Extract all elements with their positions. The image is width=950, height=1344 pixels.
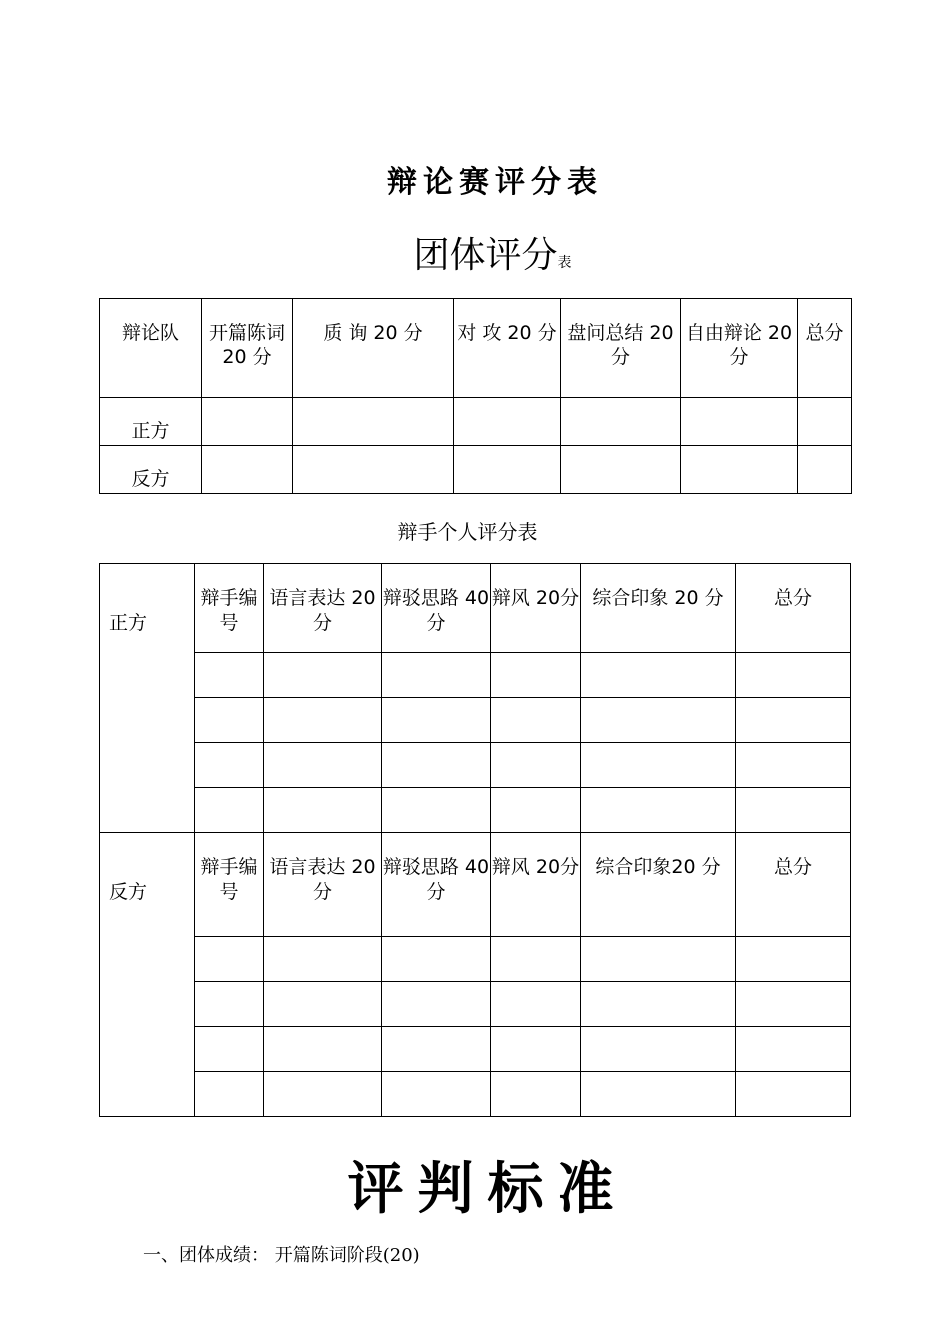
- score-cell[interactable]: [293, 446, 454, 494]
- score-cell[interactable]: [491, 653, 581, 698]
- score-cell[interactable]: [202, 446, 293, 494]
- table-row: [100, 698, 851, 743]
- table-row: [100, 1072, 851, 1117]
- score-cell[interactable]: [382, 743, 491, 788]
- section-heading: [143, 1241, 420, 1267]
- score-cell[interactable]: [491, 1072, 581, 1117]
- page-title: 辩论赛评分表: [387, 165, 603, 200]
- header-rebuttal: 辩驳思路 40 分: [382, 564, 491, 653]
- header-language: 语言表达 20 分: [264, 833, 382, 937]
- team-score-title-small: 表: [557, 255, 572, 271]
- score-cell[interactable]: [736, 1027, 851, 1072]
- team-header-free-debate: 自由辩论 20分: [681, 299, 798, 398]
- score-cell[interactable]: [491, 982, 581, 1027]
- score-cell[interactable]: [382, 1027, 491, 1072]
- team-header-team: 辩论队: [100, 299, 202, 398]
- score-cell[interactable]: [195, 698, 264, 743]
- section-label: 一、团体成绩：: [143, 1245, 269, 1266]
- score-cell[interactable]: [581, 743, 736, 788]
- score-cell[interactable]: [195, 1027, 264, 1072]
- section-score: (20): [382, 1245, 420, 1266]
- score-cell[interactable]: [798, 398, 852, 446]
- score-cell[interactable]: [195, 743, 264, 788]
- score-cell[interactable]: [491, 1027, 581, 1072]
- score-cell[interactable]: [293, 398, 454, 446]
- score-cell[interactable]: [561, 398, 681, 446]
- score-cell[interactable]: [581, 1027, 736, 1072]
- score-cell[interactable]: [382, 788, 491, 833]
- team-row-label: 正方: [100, 398, 202, 446]
- team-header-total: 总分: [798, 299, 852, 398]
- score-cell[interactable]: [561, 446, 681, 494]
- individual-header-row-negative: [100, 833, 851, 937]
- score-cell[interactable]: [195, 788, 264, 833]
- score-cell[interactable]: [454, 398, 561, 446]
- score-cell[interactable]: [491, 788, 581, 833]
- header-rebuttal: 辩驳思路 40 分: [382, 833, 491, 937]
- team-header-row: [100, 299, 852, 398]
- header-total: 总分: [736, 564, 851, 653]
- score-cell[interactable]: [736, 1072, 851, 1117]
- score-cell[interactable]: [491, 937, 581, 982]
- side-label-affirmative: 正方: [100, 564, 195, 833]
- score-cell[interactable]: [195, 982, 264, 1027]
- score-cell[interactable]: [382, 937, 491, 982]
- table-row: [100, 788, 851, 833]
- score-cell[interactable]: [382, 1072, 491, 1117]
- team-score-title: [0, 227, 950, 278]
- table-row: [100, 743, 851, 788]
- individual-score-title: 辩手个人评分表: [397, 520, 538, 544]
- table-row: [100, 1027, 851, 1072]
- score-cell[interactable]: [264, 982, 382, 1027]
- score-cell[interactable]: [202, 398, 293, 446]
- score-cell[interactable]: [264, 1027, 382, 1072]
- header-impression: 综合印象 20 分: [581, 564, 736, 653]
- score-cell[interactable]: [681, 446, 798, 494]
- header-style: 辩风 20分: [491, 564, 581, 653]
- score-cell[interactable]: [195, 1072, 264, 1117]
- team-score-title-big: 团体评分: [413, 235, 558, 276]
- team-header-questioning: 质 询 20 分: [293, 299, 454, 398]
- header-debater-id: 辩手编号: [195, 564, 264, 653]
- section-stage: 开篇陈词阶段: [274, 1245, 383, 1266]
- individual-header-row-affirmative: [100, 564, 851, 653]
- individual-score-table: [99, 563, 851, 1117]
- score-cell[interactable]: [195, 937, 264, 982]
- score-cell[interactable]: [264, 1072, 382, 1117]
- score-cell[interactable]: [264, 698, 382, 743]
- score-cell[interactable]: [736, 982, 851, 1027]
- score-cell[interactable]: [736, 653, 851, 698]
- team-score-table: [99, 298, 852, 494]
- header-impression: 综合印象20 分: [581, 833, 736, 937]
- score-cell[interactable]: [491, 698, 581, 743]
- header-style: 辩风 20分: [491, 833, 581, 937]
- score-cell[interactable]: [798, 446, 852, 494]
- table-row: [100, 982, 851, 1027]
- score-cell[interactable]: [681, 398, 798, 446]
- team-row-negative: [100, 446, 852, 494]
- score-cell[interactable]: [581, 982, 736, 1027]
- score-cell[interactable]: [736, 743, 851, 788]
- team-header-opening: 开篇陈词 20 分: [202, 299, 293, 398]
- score-cell[interactable]: [581, 653, 736, 698]
- score-cell[interactable]: [264, 653, 382, 698]
- score-cell[interactable]: [264, 937, 382, 982]
- score-cell[interactable]: [736, 937, 851, 982]
- score-cell[interactable]: [454, 446, 561, 494]
- table-row: [100, 937, 851, 982]
- score-cell[interactable]: [264, 743, 382, 788]
- score-cell[interactable]: [382, 653, 491, 698]
- score-cell[interactable]: [382, 698, 491, 743]
- score-cell[interactable]: [736, 698, 851, 743]
- header-language: 语言表达 20 分: [264, 564, 382, 653]
- score-cell[interactable]: [264, 788, 382, 833]
- table-row: [100, 653, 851, 698]
- score-cell[interactable]: [736, 788, 851, 833]
- score-cell[interactable]: [581, 937, 736, 982]
- score-cell[interactable]: [581, 1072, 736, 1117]
- team-header-attack: 对 攻 20 分: [454, 299, 561, 398]
- team-header-cross-exam: 盘问总结 20 分: [561, 299, 681, 398]
- header-debater-id: 辩手编号: [195, 833, 264, 937]
- header-total: 总分: [736, 833, 851, 937]
- score-cell[interactable]: [382, 982, 491, 1027]
- team-row-label: 反方: [100, 446, 202, 494]
- score-cell[interactable]: [581, 788, 736, 833]
- team-row-affirmative: [100, 398, 852, 446]
- score-cell[interactable]: [581, 698, 736, 743]
- score-cell[interactable]: [195, 653, 264, 698]
- score-cell[interactable]: [491, 743, 581, 788]
- side-label-negative: 反方: [100, 833, 195, 1117]
- criteria-title: 评判标准: [347, 1156, 628, 1222]
